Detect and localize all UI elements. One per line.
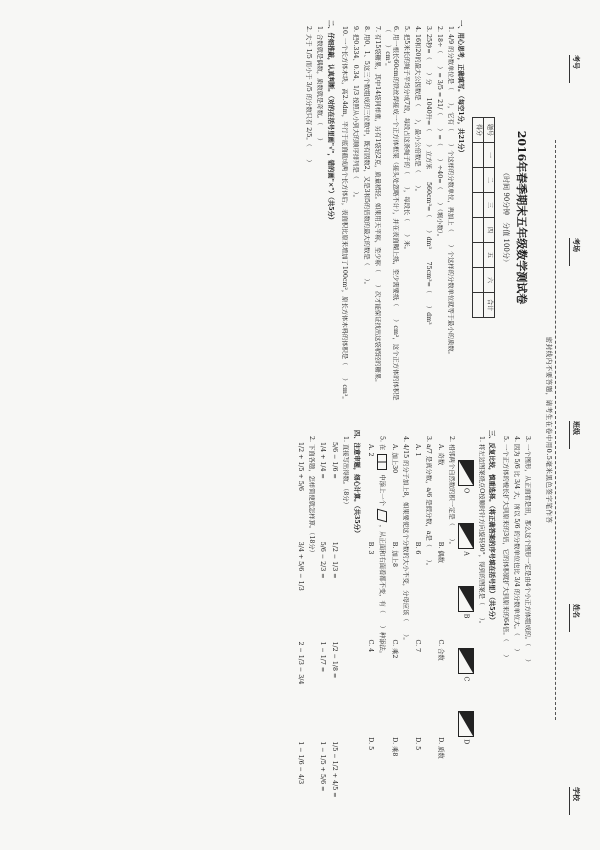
- section1-question: 10. 一个长方体木块，高2.4dm，平行于底面截成两个长方体后，表面积比原来增加了100cm²，原长方体木料的体积是（ ）cm³。: [341, 26, 349, 403]
- figure-option: [458, 523, 474, 556]
- section4-sub2: 2. 下面各题，怎样简便就怎样算。（18分）: [308, 436, 316, 556]
- choice-option[interactable]: D. 5: [366, 737, 374, 751]
- score-cell[interactable]: [473, 218, 484, 243]
- oral-calc-item: 1/5 − 1/2 + 4/5 =: [330, 741, 338, 798]
- school-field: 学校: [569, 787, 580, 815]
- figure-option: [458, 648, 474, 681]
- section1-question: 6. 用一根长60cm的铁丝焊接成一个正方体框架（接头处忽略不计），并在表面糊上纸，至少需要纸（ ）cm²，这个正方体的体积是（ ）cm³。: [384, 26, 400, 401]
- score-cell[interactable]: [473, 143, 484, 168]
- exam-subtitle: （时间 90分钟 分值 100分）: [502, 169, 511, 266]
- choice-option[interactable]: B. 3: [366, 541, 374, 555]
- score-cell[interactable]: [473, 193, 484, 218]
- figure-option: [458, 711, 474, 744]
- section1-question: 9. 把0.334、0.34、1/3 按照从小到大的顺序排列是（ ）。: [351, 26, 359, 201]
- figure-label: C: [462, 676, 470, 682]
- choice-option[interactable]: D. 乘8: [391, 737, 399, 757]
- section3-q1: 1. 将左边图案绕点O按顺时针方向旋转90°，得到的图案是（ ）。: [477, 436, 485, 628]
- right-panel: [9, 430, 534, 835]
- choice-option[interactable]: B. 6: [414, 541, 422, 555]
- figure-label: D: [462, 739, 470, 745]
- left-panel: [9, 20, 534, 415]
- section2-question: 2. 大于 1/5 而小于 3/5 的分数只有 2/5。（ ）: [305, 26, 313, 166]
- simplify-calc-item: 1 − 1/6 − 4/3: [297, 741, 305, 785]
- score-row-label: 得分: [473, 118, 484, 143]
- choice-option[interactable]: A. 奇数: [436, 444, 444, 466]
- section2-question: 4. 因为 5/6 比 3/4 大，所以 5/6 的分数单位也比 3/4 的分数单位大。（ ）: [513, 436, 521, 655]
- cube-icon: [377, 509, 387, 523]
- score-header-cell: 合计: [484, 293, 495, 318]
- score-header-cell: 二: [484, 168, 495, 193]
- figure-label: A: [462, 551, 470, 556]
- choice-option[interactable]: A. 2: [366, 444, 374, 457]
- score-header-cell: 题号: [484, 118, 495, 143]
- oral-calc-item: 1/2 − 1/8 =: [330, 641, 338, 679]
- exam-room-field: 考场: [569, 238, 580, 266]
- choice-option[interactable]: D. 质数: [436, 737, 444, 759]
- section2-question: 5. 一个正方体的棱长扩大到原来的3倍，它的体积就扩大到原来的64倍。（ ）: [502, 436, 510, 661]
- triangle-figure-icon: [458, 648, 474, 674]
- choice-option[interactable]: C. 合数: [436, 639, 444, 661]
- score-header-cell: 四: [484, 218, 495, 243]
- section1-question: 3. 25秒=（ ）分 1040升=（ ）立方米 560cm³=（ ）dm³ 75cm³=（ ）dm³: [424, 26, 432, 325]
- score-cell[interactable]: [473, 243, 484, 268]
- section3-q2-options: [436, 444, 444, 835]
- triangle-figure-icon: [458, 586, 474, 612]
- section3-title: 三、反复比较，慎重选择。（将正确答案的序号填在括号里）（共5分）: [488, 430, 496, 624]
- section1-question: 4. 16和20的最大公因数是（ ），最小公倍数是（ ）。: [414, 26, 422, 195]
- binding-strip: [540, 0, 600, 850]
- choice-option[interactable]: C. 乘2: [391, 639, 399, 659]
- class-field: 班级: [569, 421, 580, 449]
- oral-calc-item: 5/6 − 2/3 =: [319, 541, 327, 579]
- q5-suffix: ，从正面和右面看都不变，有（ ）种添法。: [378, 524, 386, 658]
- section3-q2: 2. 相邻两个自然数的积一定是（ ）。: [447, 436, 455, 548]
- name-field: 姓名: [569, 604, 580, 632]
- section3-q5: [377, 436, 387, 835]
- section1-question: 8. 用0、1、5这三个数组成的三位数中，既有因数2，又是3和5的倍数的最大的数是（ ）。: [362, 26, 370, 288]
- triangle-figure-icon: [458, 523, 474, 549]
- score-table-row: [473, 118, 484, 318]
- choice-option[interactable]: A. 1: [414, 444, 422, 457]
- score-cell[interactable]: [473, 168, 484, 193]
- oral-calc-item: 1 − 1/7 =: [319, 641, 327, 673]
- simplify-calc-item: 3/4 + 5/6 − 1/3: [297, 541, 305, 591]
- section3-q3-options: [413, 444, 421, 835]
- triangle-figure-icon: [458, 460, 474, 486]
- q5-middle: 中添上一个: [378, 474, 386, 506]
- score-header-cell: 六: [484, 268, 495, 293]
- figure-label: O: [462, 488, 470, 494]
- score-header-cell: 五: [484, 243, 495, 268]
- choice-option[interactable]: D. 5: [414, 737, 422, 751]
- section1-title: 一、用心思考，正确填写。（每空1分，共21分）: [457, 20, 465, 156]
- section2-question: 3. 一个图形，从正面看是田，那么这个图形一定是由4个小正方体组成的。（ ）: [524, 436, 531, 666]
- score-header-cell: 一: [484, 143, 495, 168]
- oral-calc-grid: [318, 442, 338, 835]
- section3-q4-options: [391, 444, 399, 835]
- figure-label: B: [462, 613, 470, 619]
- simplify-calc-item: 1/2 + 1/5 + 5/6: [297, 442, 305, 491]
- figure-option: [458, 586, 474, 619]
- score-table-header: [484, 118, 495, 318]
- section1-question: 1. 4/9 的分数单位是（ ），它有（ ）个这样的分数单位，再加上（ ）个这样的分数单位就等于最小的质数。: [446, 26, 454, 358]
- seal-line-notice: 密封线内不要答题，请考生在卷中用0.5毫米黑色签字笔作答: [545, 140, 556, 720]
- choice-option[interactable]: C. 4: [366, 639, 374, 653]
- simplify-calc-grid: [297, 442, 305, 835]
- choice-option[interactable]: B. 加上8: [391, 541, 399, 567]
- section4-sub1: 1. 直接写出得数。（8分）: [341, 436, 349, 508]
- oral-calc-item: 1 − 1/5 + 5/6 =: [319, 741, 327, 792]
- section1-question: 2. 18÷（ ）= 3/5 = 21/（ ）=（ ）÷40=（ ）（填小数）。: [435, 26, 443, 241]
- oral-calc-item: 5/6 − 1/6 =: [330, 442, 338, 479]
- figure-original: [458, 460, 474, 493]
- score-header-cell: 三: [484, 193, 495, 218]
- section1-question: 7. 有15袋糖果，其中14袋同样重，另有1袋轻2克，质量稍轻。如果用天平称，至少称（ ）次才能保证找出这袋稍轻的糖果。: [373, 26, 381, 386]
- score-cell[interactable]: [473, 268, 484, 293]
- section4-title: 四、注意审题，细心计算。（共35分）: [352, 430, 360, 537]
- q5-prefix: 5. 在: [378, 436, 386, 451]
- choice-option[interactable]: C. 7: [414, 639, 422, 653]
- exam-title: 2016年春季期末五年级数学测试卷: [515, 130, 528, 305]
- cube-stack-icon: [377, 454, 387, 470]
- student-info-fields: [569, 55, 580, 815]
- section1-question: 5. 把5米长的绳子平均分成7段，每段占这条绳子的（ ），每段长（ ）米。: [403, 26, 411, 253]
- choice-option[interactable]: A. 加上30: [391, 444, 399, 474]
- score-table: [473, 117, 496, 318]
- simplify-calc-item: 2 − 1/3 − 3/4: [297, 641, 305, 685]
- triangle-figure-icon: [458, 711, 474, 737]
- rotation-figures: [458, 460, 474, 835]
- oral-calc-item: 1/4 + 1/4 =: [319, 442, 327, 479]
- section2-title: 二、仔细推敲，认真判断。（对的在括号里画"√"，错的画"×"）（共5分）: [327, 20, 335, 224]
- score-cell[interactable]: [473, 293, 484, 318]
- choice-option[interactable]: B. 偶数: [436, 541, 444, 563]
- section3-q3: 3. a/7 是真分数，a/6 是假分数，a是（ ）。: [424, 436, 432, 570]
- oral-calc-item: 1/2 − 1/3 =: [330, 541, 338, 579]
- exam-number-field: 考号: [569, 55, 580, 83]
- section3-q4: 4. 4/15 的分子加上8，如果要使这个分数的大小不变，分母应该（ ）。: [402, 436, 410, 644]
- section2-question: 1. 合数就是偶数，质数就是奇数。（ ）: [316, 26, 324, 145]
- section3-q5-options: [366, 444, 374, 835]
